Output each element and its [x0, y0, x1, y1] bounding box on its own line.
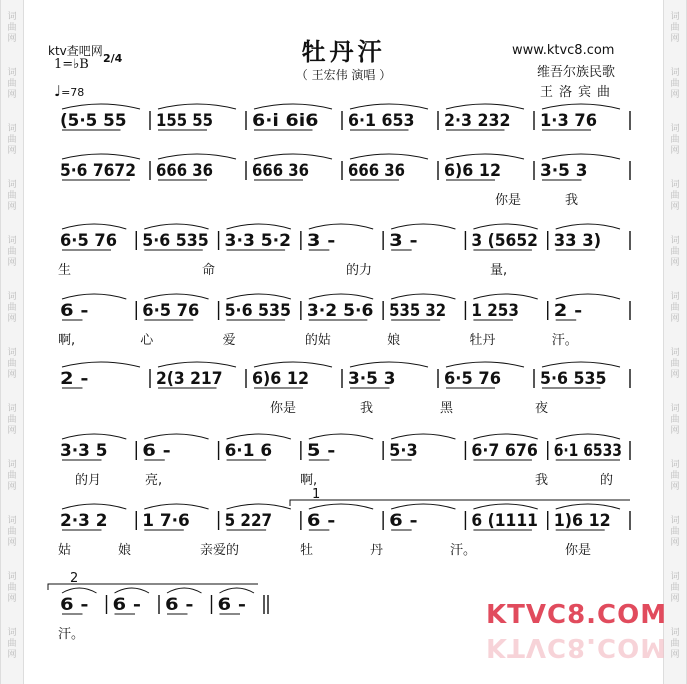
- measure-notes: 1 253: [471, 301, 519, 321]
- site-url: www.ktvc8.com: [512, 43, 615, 58]
- watermark-glyphs: 词 曲 网: [7, 180, 17, 212]
- slur-arc: [144, 504, 208, 509]
- slur-arc: [62, 224, 126, 229]
- slur-arc: [309, 294, 373, 299]
- measure-notes: 5·6 535: [142, 231, 209, 251]
- measure-notes: 6 (1111: [471, 511, 538, 531]
- site-logo: KTVC8.COM: [486, 600, 668, 630]
- slur-arc: [556, 504, 620, 509]
- slur-arc: [473, 224, 537, 229]
- lyric-text: 姑: [58, 543, 72, 558]
- slur-arc: [254, 104, 332, 109]
- slur-arc: [446, 154, 524, 159]
- measure-notes: 6·5 76: [142, 301, 200, 321]
- lyric-text: 牡丹: [469, 333, 496, 348]
- slur-arc: [556, 434, 620, 439]
- slur-arc: [254, 362, 332, 367]
- watermark-glyphs: 词 曲 网: [670, 68, 680, 100]
- slur-arc: [473, 434, 537, 439]
- measure-notes: 1·3 76: [540, 111, 597, 131]
- measure-notes: 5·6 7672: [60, 161, 136, 181]
- measure-notes: 6 -: [217, 595, 246, 615]
- slur-arc: [62, 104, 140, 109]
- slur-arc: [556, 224, 620, 229]
- watermark-glyphs: 词 曲 网: [7, 292, 17, 324]
- slur-arc: [62, 434, 126, 439]
- slur-arc: [391, 434, 455, 439]
- measure-notes: 2(3 217: [156, 369, 223, 389]
- measure-notes: 5·6 535: [540, 369, 607, 389]
- measure-notes: 6·1 6533: [553, 441, 622, 461]
- measure-notes: 155 55: [156, 111, 213, 131]
- slur-arc: [158, 154, 236, 159]
- lyric-text: 的力: [346, 263, 373, 278]
- slur-arc: [62, 504, 126, 509]
- measure-notes: 6)6 12: [252, 369, 309, 389]
- measure-notes: 2·3 232: [444, 111, 511, 131]
- slur-arc: [158, 104, 236, 109]
- slur-arc: [391, 224, 455, 229]
- measure-notes: 3 (5652: [471, 231, 538, 251]
- watermark-glyphs: 词 曲 网: [7, 572, 17, 604]
- watermark-glyphs: 词 曲 网: [670, 460, 680, 492]
- slur-arc: [309, 434, 373, 439]
- slur-arc: [62, 588, 97, 593]
- measure-notes: 5·3: [389, 441, 418, 461]
- slur-arc: [391, 504, 455, 509]
- slur-arc: [309, 504, 373, 509]
- measure-notes: 3 -: [389, 231, 418, 251]
- slur-arc: [62, 294, 126, 299]
- slur-arc: [62, 154, 140, 159]
- lyric-text: 的月: [75, 473, 102, 488]
- measure-notes: 3·3 5·2: [224, 231, 292, 251]
- lyric-text: 亲爱的: [200, 543, 240, 558]
- lyric-text: 我: [535, 473, 549, 488]
- measure-notes: 5·6 535: [224, 301, 292, 321]
- watermark-glyphs: 词 曲 网: [670, 12, 680, 44]
- lyric-text: 娘: [118, 543, 132, 558]
- measure-notes: 6 -: [112, 595, 141, 615]
- lyric-text: 丹: [370, 543, 384, 558]
- lyric-text: 的姑: [304, 333, 331, 348]
- lyric-text: 的: [600, 473, 614, 488]
- measure-notes: 666 36: [156, 161, 213, 181]
- time-signature: 2/4: [103, 52, 123, 65]
- measure-notes: 6·1 6: [224, 441, 273, 461]
- volta-bracket: [290, 500, 630, 506]
- lyric-text: 我: [360, 401, 374, 416]
- measure-notes: 3·5 3: [348, 369, 396, 389]
- lyric-text: 亮,: [145, 473, 163, 488]
- measure-notes: 6·5 76: [444, 369, 501, 389]
- lyric-text: 娘: [387, 333, 401, 348]
- measure-notes: 5 -: [306, 441, 336, 461]
- slur-arc: [115, 588, 150, 593]
- slur-arc: [227, 224, 291, 229]
- lyric-text: 量,: [490, 263, 508, 278]
- watermark-glyphs: 词 曲 网: [7, 68, 17, 100]
- lyric-text: 牡: [300, 543, 314, 558]
- measure-notes: 6 -: [165, 595, 194, 615]
- watermark-glyphs: 词 曲 网: [670, 236, 680, 268]
- watermark-glyphs: 词 曲 网: [670, 124, 680, 156]
- measure-notes: 5 227: [224, 511, 273, 531]
- slur-arc: [62, 362, 140, 367]
- volta-bracket: [48, 584, 258, 590]
- watermark-glyphs: 词 曲 网: [670, 572, 680, 604]
- measure-notes: 6 -: [60, 595, 89, 615]
- lyric-text: 生: [58, 263, 72, 278]
- watermark-glyphs: 词 曲 网: [7, 628, 17, 660]
- slur-arc: [350, 154, 428, 159]
- key-signature: 1=♭B: [54, 57, 89, 72]
- slur-arc: [309, 224, 373, 229]
- slur-arc: [227, 434, 291, 439]
- slur-arc: [144, 224, 208, 229]
- lyric-text: 我: [565, 193, 579, 208]
- measure-notes: 33 3): [553, 231, 602, 251]
- slur-arc: [220, 588, 255, 593]
- measure-notes: 1)6 12: [553, 511, 611, 531]
- measure-notes: 3 -: [306, 231, 336, 251]
- measure-notes: 2 -: [60, 369, 89, 389]
- slur-arc: [542, 154, 620, 159]
- measure-notes: (5·5 55: [60, 111, 127, 131]
- watermark-glyphs: 词 曲 网: [7, 404, 17, 436]
- measure-notes: 6·1 653: [348, 111, 415, 131]
- measure-notes: 666 36: [252, 161, 309, 181]
- watermark-glyphs: 词 曲 网: [670, 628, 680, 660]
- watermark-glyphs: 词 曲 网: [670, 516, 680, 548]
- composer-credit: 王洛宾曲: [540, 85, 617, 100]
- slur-arc: [144, 294, 208, 299]
- style-credit: 维吾尔族民歌: [537, 65, 616, 80]
- measure-notes: 6·5 76: [60, 231, 117, 251]
- watermark-glyphs: 词 曲 网: [7, 460, 17, 492]
- measure-notes: 6·7 676: [471, 441, 538, 461]
- measure-notes: 3·5 3: [540, 161, 588, 181]
- watermark-glyphs: 词 曲 网: [670, 292, 680, 324]
- measure-notes: 6·i 6i6: [252, 111, 319, 131]
- watermark-glyphs: 词 曲 网: [670, 404, 680, 436]
- slur-arc: [473, 294, 537, 299]
- measure-notes: 1 7·6: [142, 511, 190, 531]
- slur-arc: [473, 504, 537, 509]
- slur-arc: [556, 294, 620, 299]
- lyric-text: 你是: [270, 401, 297, 416]
- watermark-glyphs: 词 曲 网: [670, 180, 680, 212]
- lyric-text: 黑: [440, 401, 454, 416]
- measure-notes: 3·2 5·6: [306, 301, 374, 321]
- slur-arc: [446, 104, 524, 109]
- watermark-glyphs: 词 曲 网: [7, 516, 17, 548]
- slur-arc: [542, 362, 620, 367]
- lyric-text: 汗。: [551, 333, 578, 348]
- measure-notes: 6 -: [60, 301, 89, 321]
- volta-number: 1: [312, 487, 321, 502]
- lyric-text: 命: [202, 263, 216, 278]
- volta-number: 2: [70, 571, 79, 586]
- slur-arc: [542, 104, 620, 109]
- slur-arc: [167, 588, 202, 593]
- song-title: 牡丹汗: [301, 37, 386, 66]
- lyric-text: 心: [140, 333, 154, 348]
- watermark-glyphs: 词 曲 网: [7, 348, 17, 380]
- measure-notes: 3·3 5: [60, 441, 108, 461]
- measure-notes: 666 36: [348, 161, 405, 181]
- lyric-text: 爱: [222, 333, 236, 348]
- slur-arc: [227, 504, 291, 509]
- quarter-note-icon: ♩: [54, 82, 62, 100]
- tempo-value: =78: [61, 86, 85, 99]
- slur-arc: [254, 154, 332, 159]
- slur-arc: [144, 434, 208, 439]
- lyric-text: 汗。: [450, 543, 477, 558]
- lyric-text: 你是: [495, 193, 522, 208]
- lyric-text: 你是: [565, 543, 592, 558]
- measure-notes: 535 32: [389, 301, 447, 321]
- site-logo-reflection: KTVC8.COM: [486, 632, 668, 662]
- slur-arc: [350, 104, 428, 109]
- slur-arc: [446, 362, 524, 367]
- measure-notes: 6 -: [306, 511, 336, 531]
- lyric-text: 啊,: [58, 333, 76, 348]
- lyric-text: 汗。: [58, 627, 85, 642]
- watermark-glyphs: 词 曲 网: [7, 124, 17, 156]
- site-name-top: ktv查吧网: [48, 44, 103, 58]
- watermark-glyphs: 词 曲 网: [7, 236, 17, 268]
- lyric-text: 夜: [535, 401, 549, 416]
- measure-notes: 2·3 2: [60, 511, 108, 531]
- slur-arc: [350, 362, 428, 367]
- measure-notes: 6 -: [389, 511, 418, 531]
- slur-arc: [227, 294, 291, 299]
- measure-notes: 6 -: [142, 441, 171, 461]
- watermark-glyphs: 词 曲 网: [7, 12, 17, 44]
- slur-arc: [391, 294, 455, 299]
- lyric-text: 啊,: [300, 473, 318, 488]
- watermark-glyphs: 词 曲 网: [670, 348, 680, 380]
- performer-credit: （ 王宏伟 演唱 ）: [295, 68, 392, 82]
- measure-notes: 2 -: [553, 301, 583, 321]
- measure-notes: 6)6 12: [444, 161, 501, 181]
- slur-arc: [158, 362, 236, 367]
